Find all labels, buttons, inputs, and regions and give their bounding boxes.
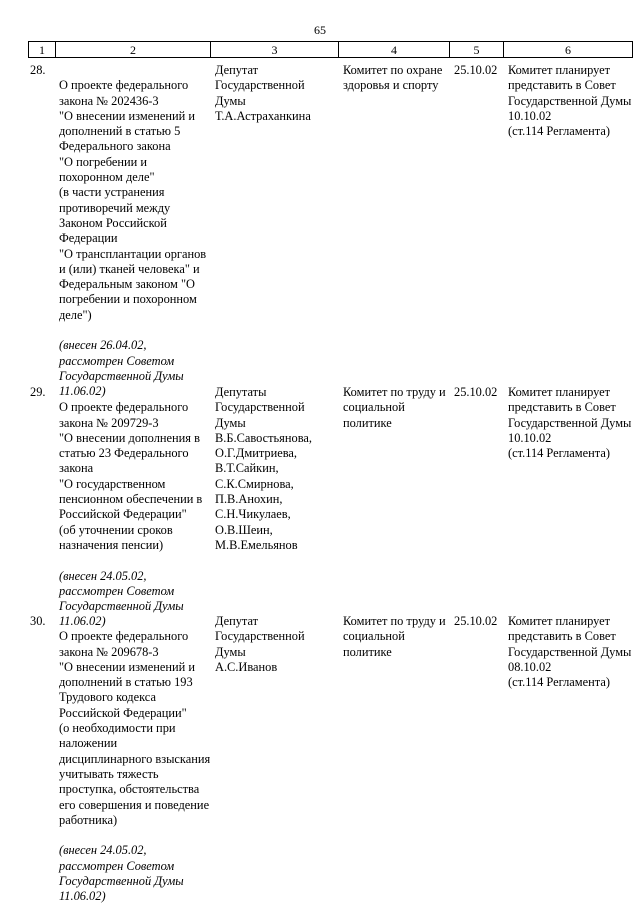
column-header-3: 3 bbox=[211, 42, 339, 58]
bill-note: (внесен 24.05.02, рассмотрен Советом Государственной Думы 11.06.02) bbox=[59, 568, 184, 629]
column-header-6: 6 bbox=[504, 42, 633, 58]
bill-title: О проекте федерального закона № 209678-3 "О внесении изменений и дополнений в статью 193 Трудового кодекса Российской Федерации" (о необходимости при наложении дисциплинарного взыскания учитывать тяжесть проступка, обстоятельства его совершения и поведение работника) bbox=[59, 629, 211, 827]
bill-cell bbox=[59, 63, 211, 400]
bill-title: О проекте федерального закона № 209729-3 "О внесении дополнения в статью 23 Федерального закона "О государственном пенсионном обеспечении в Российской Федерации" (об уточнении сроков назначения пенсии) bbox=[59, 400, 203, 552]
column-header-1: 1 bbox=[29, 42, 56, 58]
bill-cell bbox=[59, 614, 211, 905]
status: Комитет планирует представить в Совет Государственной Думы 10.10.02 (ст.114 Регламента) bbox=[508, 63, 632, 139]
committee: Комитет по труду и социальной политике bbox=[343, 614, 446, 659]
status: Комитет планирует представить в Совет Государственной Думы 10.10.02 (ст.114 Регламента) bbox=[508, 385, 632, 461]
row-number: 29. bbox=[30, 385, 46, 399]
author: Депутаты Государственной Думы В.Б.Савостьянова, О.Г.Дмитриева, В.Т.Сайкин, С.К.Смирнова, П.В.Анохин, С.Н.Чикулаев, О.В.Шеин, М.В.Емельянов bbox=[215, 385, 312, 552]
bill-note: (внесен 24.05.02, рассмотрен Советом Государственной Думы 11.06.02) bbox=[59, 843, 184, 904]
column-header-2: 2 bbox=[56, 42, 211, 58]
column-header-4: 4 bbox=[339, 42, 450, 58]
author: Депутат Государственной Думы Т.А.Астраханкина bbox=[215, 63, 311, 123]
bill-note: (внесен 26.04.02, рассмотрен Советом Государственной Думы 11.06.02) bbox=[59, 338, 184, 399]
date: 25.10.02 bbox=[454, 63, 498, 77]
committee: Комитет по охране здоровья и спорту bbox=[343, 63, 443, 93]
column-header-5: 5 bbox=[450, 42, 504, 58]
date: 25.10.02 bbox=[454, 385, 498, 399]
bill-title: О проекте федерального закона № 202436-3 "О внесении изменений и дополнений в статью 5 Федерального закона "О погребении и похоронном деле" (в части устранения противоречий между Законом Российской Федерации "О трансплантации органов и (или) тканей человека" и Федеральным законом "О погребении и похоронном деле") bbox=[59, 78, 207, 322]
bill-cell bbox=[59, 385, 211, 630]
row-number: 28. bbox=[30, 63, 46, 77]
row-number: 30. bbox=[30, 614, 46, 628]
author: Депутат Государственной Думы А.С.Иванов bbox=[215, 614, 305, 674]
committee: Комитет по труду и социальной политике bbox=[343, 385, 446, 430]
date: 25.10.02 bbox=[454, 614, 498, 628]
page-number: 65 bbox=[314, 23, 326, 37]
column-header-row bbox=[28, 41, 633, 58]
status: Комитет планирует представить в Совет Государственной Думы 08.10.02 (ст.114 Регламента) bbox=[508, 614, 632, 690]
